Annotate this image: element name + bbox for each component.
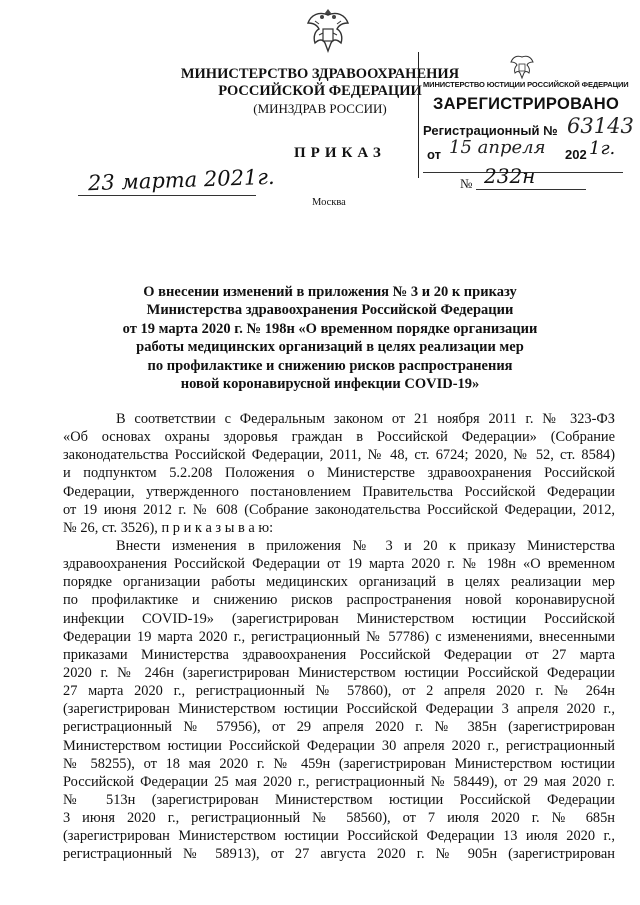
body-line: здравоохранения Российской Федерации от 19 марта 2020 г. № 198н «О временном bbox=[63, 556, 615, 573]
stamp-coat-of-arms-icon bbox=[509, 52, 535, 80]
body-line: 27 марта 2020 г., регистрационный № 57860), от 2 апреля 2020 г. № 264н bbox=[63, 683, 615, 700]
body-line: по профилактике и снижению рисков распространения новой коронавирусной bbox=[63, 592, 615, 609]
order-title: ПРИКАЗ bbox=[294, 145, 386, 161]
body-line: Федерации 19 марта 2020 г., регистрационный № 57786) с изменениями, внесенными bbox=[63, 628, 615, 645]
body-line: от 19 июня 2012 г. № 608 (Собрание законодательства Российской Федерации, 2012, bbox=[63, 501, 615, 518]
body-line: (зарегистрирован Министерством юстиции Российской Федерации 13 июля 2020 г., bbox=[63, 828, 615, 845]
body-line: Федерации, утвержденного постановлением Правительства Российской Федерации bbox=[63, 483, 615, 500]
order-subject bbox=[60, 283, 600, 393]
subject-line: по профилактике и снижению рисков распространения bbox=[147, 357, 513, 374]
ministry-short-name: (МИНЗДРАВ РОССИИ) bbox=[253, 101, 387, 116]
body-line: № 58255), от 18 мая 2020 г. № 459н (зарегистрирован Министерством юстиции bbox=[63, 755, 615, 772]
body-line: 3 июня 2020 г., регистрационный № 58560), от 7 июля 2020 г. № 685н bbox=[63, 810, 615, 827]
body-line: инфекции COVID-19» (зарегистрирован Министерством юстиции Российской bbox=[63, 610, 615, 627]
subject-line: работы медицинских организаций в целях реализации мер bbox=[136, 339, 524, 356]
body-line: Внести изменения в приложения № 3 и 20 к приказу Министерства bbox=[116, 537, 615, 554]
stamp-year-label: 202 bbox=[565, 147, 587, 162]
city-name: Москва bbox=[312, 197, 346, 208]
body-line: регистрационный № 58913), от 27 августа 2020 г. № 905н (зарегистрирован bbox=[63, 846, 615, 863]
stamp-date-handwritten: 15 апреля bbox=[449, 137, 546, 158]
body-line: и подпунктом 5.2.208 Положения о Министерстве здравоохранения Российской bbox=[63, 465, 615, 482]
number-underline bbox=[476, 189, 586, 190]
order-number-label: № bbox=[460, 176, 473, 191]
stamp-regno-handwritten: 63143 bbox=[567, 114, 634, 138]
subject-line: Министерства здравоохранения Российской Федерации bbox=[146, 302, 514, 319]
body-line: 2020 г. № 246н (зарегистрирован Министерством юстиции Российской Федерации bbox=[63, 664, 615, 681]
body-line: приказами Министерства здравоохранения Российской Федерации от 27 марта bbox=[63, 646, 615, 663]
stamp-regno-label: Регистрационный № bbox=[423, 123, 558, 138]
subject-line: новой коронавирусной инфекции COVID-19» bbox=[180, 376, 480, 393]
stamp-status: ЗАРЕГИСТРИРОВАНО bbox=[433, 95, 620, 113]
stamp-year-handwritten: 1г. bbox=[589, 138, 616, 159]
body-line: (зарегистрирован Министерством юстиции Российской Федерации 3 апреля 2020 г., bbox=[63, 701, 615, 718]
subject-line: О внесении изменений в приложения № 3 и 20 к приказу bbox=[143, 284, 517, 300]
stamp-header: МИНИСТЕРСТВО ЮСТИЦИИ РОССИЙСКОЙ ФЕДЕРАЦИИ bbox=[423, 80, 629, 89]
subject-line: от 19 марта 2020 г. № 198н «О временном порядке организации bbox=[122, 320, 538, 337]
ministry-name-line2: РОССИЙСКОЙ ФЕДЕРАЦИИ bbox=[218, 83, 422, 99]
body-line: Министерством юстиции Российской Федерации 30 апреля 2020 г., регистрационный bbox=[63, 737, 615, 754]
ministry-name-line1: МИНИСТЕРСТВО ЗДРАВООХРАНЕНИЯ bbox=[180, 66, 460, 82]
body-line: Российской Федерации 25 мая 2020 г., регистрационный № 58449), от 29 мая 2020 г. bbox=[63, 773, 615, 790]
body-line: порядке организации работы медицинских организаций в целях реализации мер bbox=[63, 574, 615, 591]
body-line: № 513н (зарегистрирован Министерством юстиции Российской Федерации bbox=[63, 791, 615, 808]
body-line: «Об основах охраны здоровья граждан в Российской Федерации» (Собрание bbox=[63, 429, 615, 446]
date-underline bbox=[78, 195, 256, 196]
body-line: В соответствии с Федеральным законом от 21 ноября 2011 г. № 323-ФЗ bbox=[116, 411, 615, 427]
body-line: № 26, ст. 3526), п р и к а з ы в а ю: bbox=[63, 519, 274, 536]
registration-stamp bbox=[418, 52, 635, 178]
order-body bbox=[63, 410, 615, 864]
order-number-handwritten: 232н bbox=[484, 164, 536, 188]
order-date-handwritten: 23 марта 2021г. bbox=[87, 164, 275, 196]
coat-of-arms-icon bbox=[305, 5, 351, 57]
body-line: регистрационный № 57956), от 29 апреля 2020 г. № 385н (зарегистрирован bbox=[63, 719, 615, 736]
body-line: законодательства Российской Федерации, 2011, № 48, ст. 6724; 2020, № 52, ст. 8584) bbox=[63, 447, 615, 464]
stamp-date-label: от bbox=[427, 147, 441, 162]
